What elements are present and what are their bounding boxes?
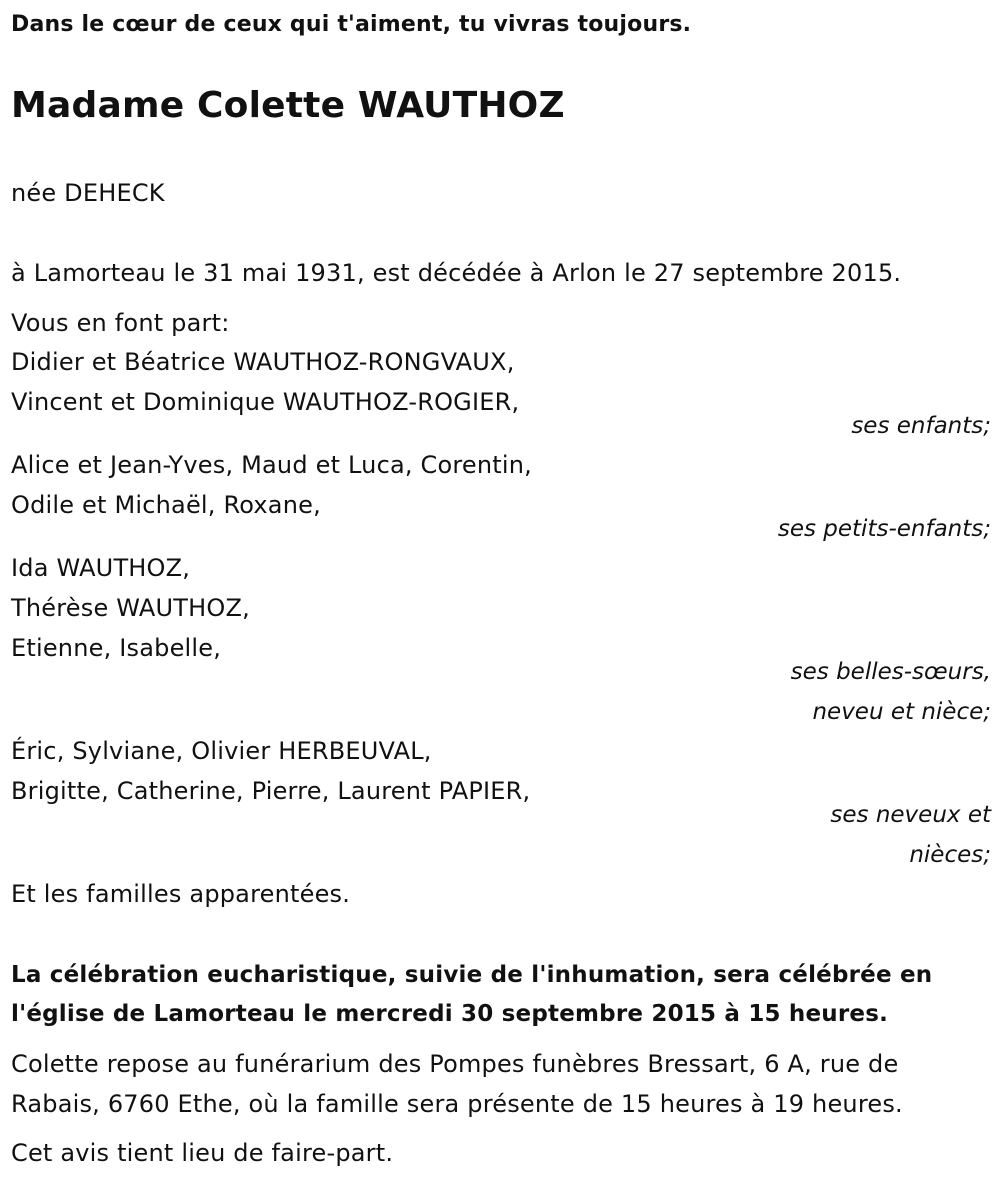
relation-children: ses enfants; [851,413,991,439]
children-line: Didier et Béatrice WAUTHOZ-RONGVAUX, [11,348,515,376]
relation-inlaws: ses belles-sœurs, [790,659,991,685]
inlaws-line: Ida WAUTHOZ, [11,554,191,582]
nephews-line: Brigitte, Catherine, Pierre, Laurent PAPIER, [11,777,531,805]
families-line: Et les familles apparentées. [11,880,351,908]
deceased-name: Madame Colette WAUTHOZ [11,85,565,126]
funeral-home-line: Colette repose au funérarium des Pompes funèbres Bressart, 6 A, rue de [11,1050,899,1078]
relation-grandchildren: ses petits-enfants; [777,516,991,542]
birth-death-line: à Lamorteau le 31 mai 1931, est décédée à Arlon le 27 septembre 2015. [11,259,902,287]
epigraph: Dans le cœur de ceux qui t'aiment, tu vivras toujours. [11,12,692,37]
maiden-name: née DEHECK [11,179,165,207]
nephews-line: Éric, Sylviane, Olivier HERBEUVAL, [11,737,432,765]
relation-nephews: ses neveux et [830,802,991,828]
relation-inlaws: neveu et nièce; [812,699,991,725]
intro-line: Vous en font part: [11,309,230,337]
inlaws-line: Etienne, Isabelle, [11,634,222,662]
inlaws-line: Thérèse WAUTHOZ, [11,594,250,622]
relation-nephews: nièces; [909,842,991,868]
ceremony-line: l'église de Lamorteau le mercredi 30 septembre 2015 à 15 heures. [11,1001,889,1027]
closing-line: Cet avis tient lieu de faire-part. [11,1139,394,1167]
grandchildren-line: Alice et Jean-Yves, Maud et Luca, Corentin, [11,451,533,479]
ceremony-line: La célébration eucharistique, suivie de l'inhumation, sera célébrée en [11,962,933,988]
funeral-home-line: Rabais, 6760 Ethe, où la famille sera présente de 15 heures à 19 heures. [11,1090,903,1118]
grandchildren-line: Odile et Michaël, Roxane, [11,491,321,519]
children-line: Vincent et Dominique WAUTHOZ-ROGIER, [11,388,520,416]
